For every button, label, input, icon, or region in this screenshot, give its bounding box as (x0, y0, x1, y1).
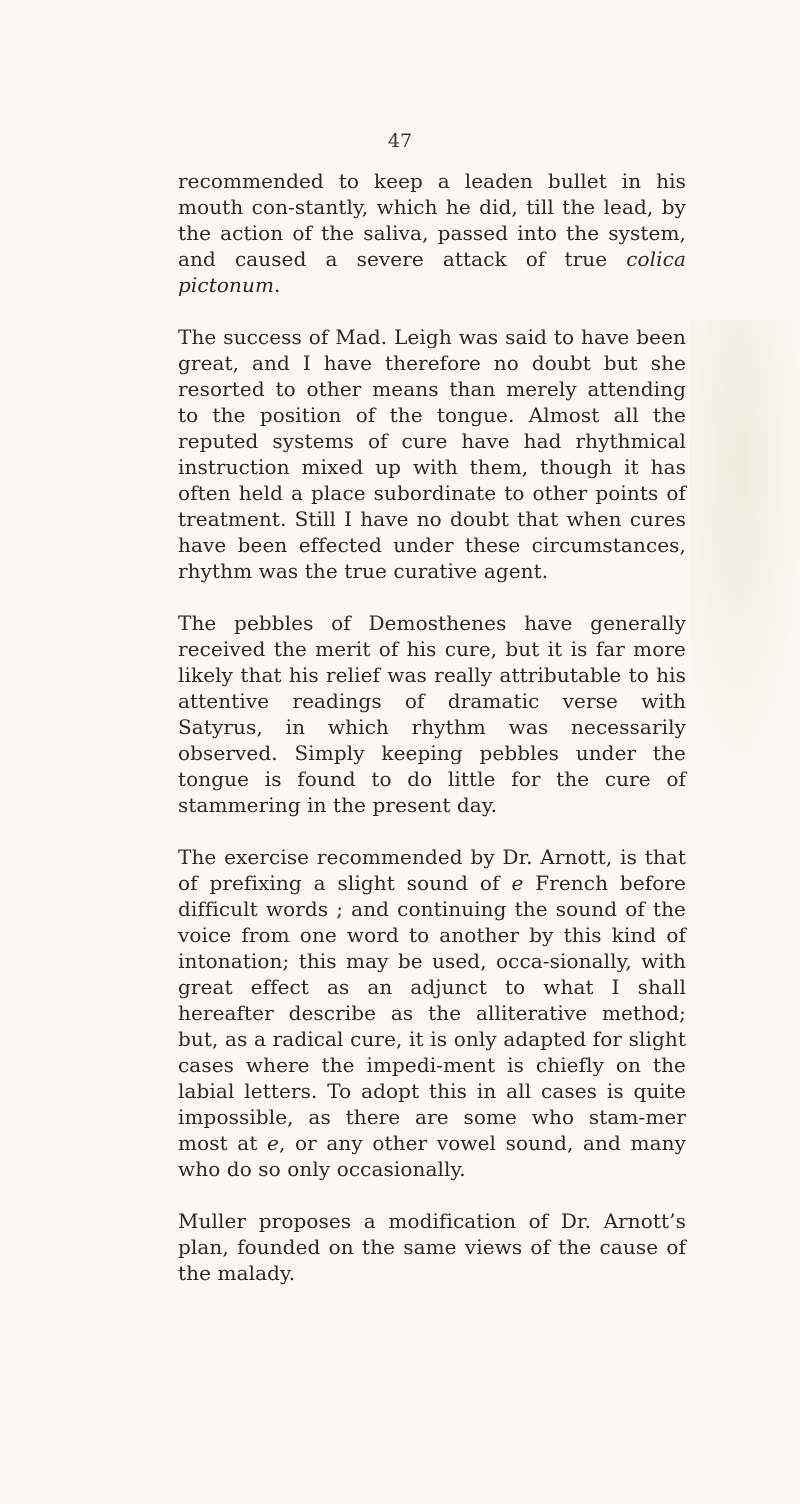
paragraph-4-emphasis-2: e (267, 1131, 279, 1155)
paragraph-4-tail: , or any other vowel sound, and many who do so only occasionally. (178, 1131, 686, 1181)
paragraph-1-tail: . (274, 273, 281, 297)
paragraph-2 (178, 324, 686, 584)
paper-stain (690, 320, 800, 800)
page-text (178, 168, 686, 1312)
paragraph-5-text: Muller proposes a modification of Dr. Arnott’s plan, founded on the same views of the cause of the malady. (178, 1209, 686, 1285)
paragraph-4-emphasis: e (511, 871, 524, 895)
paragraph-2-text: The success of Mad. Leigh was said to have been great, and I have therefore no doubt but she resorted to other means than merely attending to the position of the tongue. Almost all the reputed systems of cure have had rhythmical instruction mixed up with them, though it has often held a place subordinate to other points of treatment. Still I have no doubt that when cures have been effected under these circumstances, rhythm was the true curative agent. (178, 325, 686, 583)
paragraph-4-text: The exercise recommended by Dr. Arnott, is that of prefixing a slight sound of (178, 845, 686, 895)
paragraph-1-text: recommended to keep a leaden bullet in his mouth con-stantly, which he did, till the lead, by the action of the saliva, passed into the system, and caused a severe attack of true (178, 169, 686, 271)
paragraph-1-emphasis: colica pictonum (178, 247, 686, 297)
paragraph-1 (178, 168, 686, 298)
page-number: 47 (387, 130, 413, 152)
paragraph-5 (178, 1208, 686, 1286)
paragraph-3 (178, 610, 686, 818)
paragraph-4 (178, 844, 686, 1182)
paragraph-4-middle: French before difficult words ; and continuing the sound of the voice from one word to another by this kind of intonation; this may be used, occa-sionally, with great effect as an adjunct to what I shall hereafter describe as the alliterative method; but, as a radical cure, it is only adapted for slight cases where the impedi-ment is chiefly on the labial letters. To adopt this in all cases is quite impossible, as there are some who stam-mer most at (178, 871, 686, 1155)
paragraph-3-text: The pebbles of Demosthenes have generally received the merit of his cure, but it is far more likely that his relief was really attributable to his attentive readings of dramatic verse with Satyrus, in which rhythm was necessarily observed. Simply keeping pebbles under the tongue is found to do little for the cure of stammering in the present day. (178, 611, 686, 817)
